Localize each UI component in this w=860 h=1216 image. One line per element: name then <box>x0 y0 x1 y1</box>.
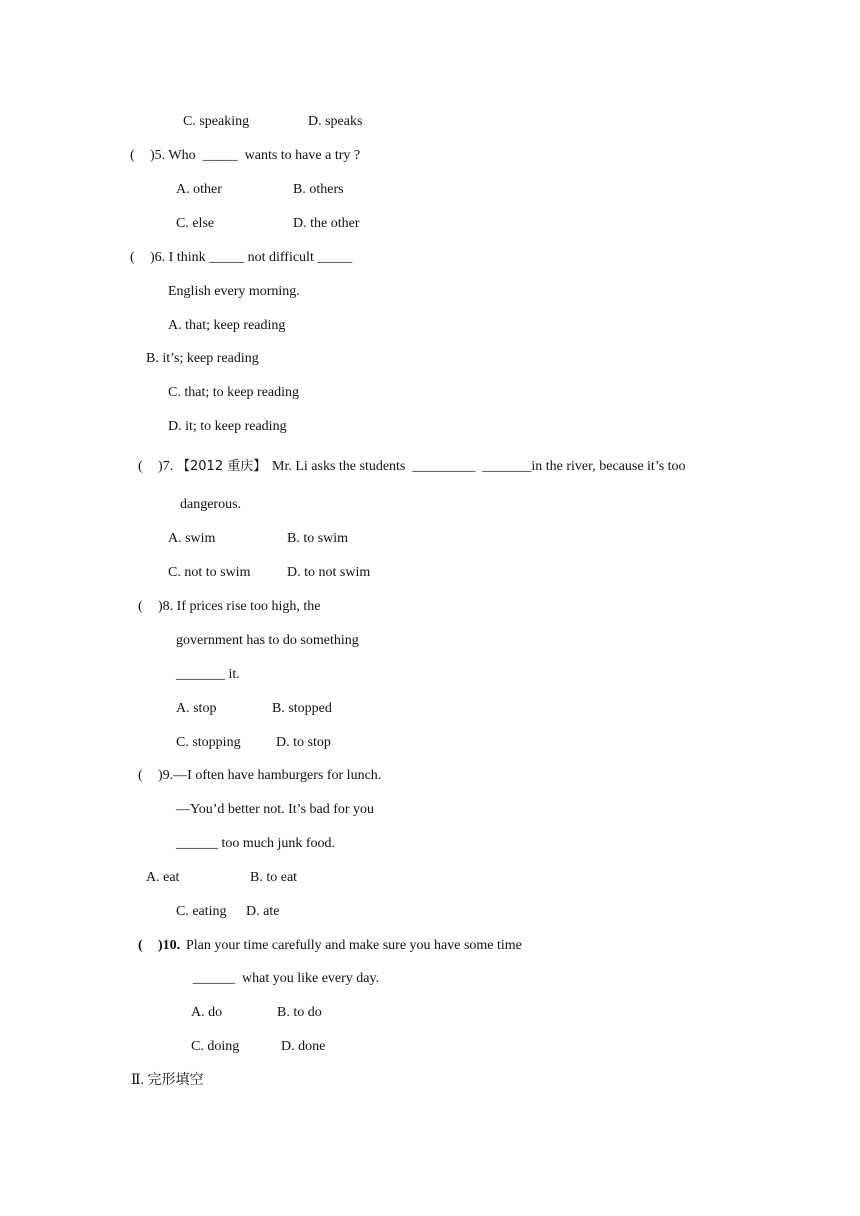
q4-option-c: C. speaking <box>183 114 250 129</box>
q10-number: )10. <box>158 938 181 953</box>
q7-number: )7. <box>158 459 174 474</box>
q9-option-d: D. ate <box>246 904 280 919</box>
q5-option-a: A. other <box>176 182 222 197</box>
q6-option-c: C. that; to keep reading <box>168 385 300 400</box>
q7-source-tag: 【2012 重庆】 <box>177 459 267 474</box>
q9-option-a: A. eat <box>146 870 180 885</box>
q7-stem-continued: dangerous. <box>180 497 242 512</box>
section-2-heading: Ⅱ. 完形填空 <box>131 1073 204 1088</box>
q10-paren: ( <box>138 938 143 953</box>
q7-option-b: B. to swim <box>287 531 349 546</box>
q8-stem-continued: government has to do something <box>176 633 359 648</box>
q5-option-c: C. else <box>176 216 215 231</box>
q6-stem: )6. I think _____ not difficult _____ <box>150 250 353 265</box>
q8-stem-blank: _______ it. <box>176 667 240 682</box>
q7-option-c: C. not to swim <box>168 565 251 580</box>
q8-option-a: A. stop <box>176 701 217 716</box>
q6-stem-continued: English every morning. <box>168 284 300 299</box>
q8-stem: )8. If prices rise too high, the <box>158 599 321 614</box>
q10-option-a: A. do <box>191 1005 223 1020</box>
q10-option-c: C. doing <box>191 1039 240 1054</box>
q7-option-a: A. swim <box>168 531 216 546</box>
q5-option-b: B. others <box>293 182 344 197</box>
q7-paren: ( <box>138 459 143 474</box>
q5-paren: ( <box>130 148 135 163</box>
q8-option-b: B. stopped <box>272 701 332 716</box>
q10-option-d: D. done <box>281 1039 326 1054</box>
q7-stem: Mr. Li asks the students _________ _______in the river, because it’s too <box>272 459 686 474</box>
q8-option-d: D. to stop <box>276 735 331 750</box>
q8-paren: ( <box>138 599 143 614</box>
q9-paren: ( <box>138 768 143 783</box>
q5-stem: )5. Who _____ wants to have a try ? <box>150 148 361 163</box>
q10-stem-continued: ______ what you like every day. <box>193 971 380 986</box>
q4-option-d: D. speaks <box>308 114 363 129</box>
q9-stem-blank: ______ too much junk food. <box>176 836 336 851</box>
q6-option-a: A. that; keep reading <box>168 318 286 333</box>
q6-option-d: D. it; to keep reading <box>168 419 287 434</box>
q10-stem: Plan your time carefully and make sure you have some time <box>186 938 522 953</box>
q9-option-b: B. to eat <box>250 870 298 885</box>
q6-paren: ( <box>130 250 135 265</box>
q9-stem-continued: —You’d better not. It’s bad for you <box>176 802 375 817</box>
q5-option-d: D. the other <box>293 216 360 231</box>
q10-option-b: B. to do <box>277 1005 322 1020</box>
q6-option-b: B. it’s; keep reading <box>146 351 259 366</box>
q9-stem: )9.—I often have hamburgers for lunch. <box>158 768 382 783</box>
q8-option-c: C. stopping <box>176 735 241 750</box>
q9-option-c: C. eating <box>176 904 227 919</box>
q7-option-d: D. to not swim <box>287 565 371 580</box>
